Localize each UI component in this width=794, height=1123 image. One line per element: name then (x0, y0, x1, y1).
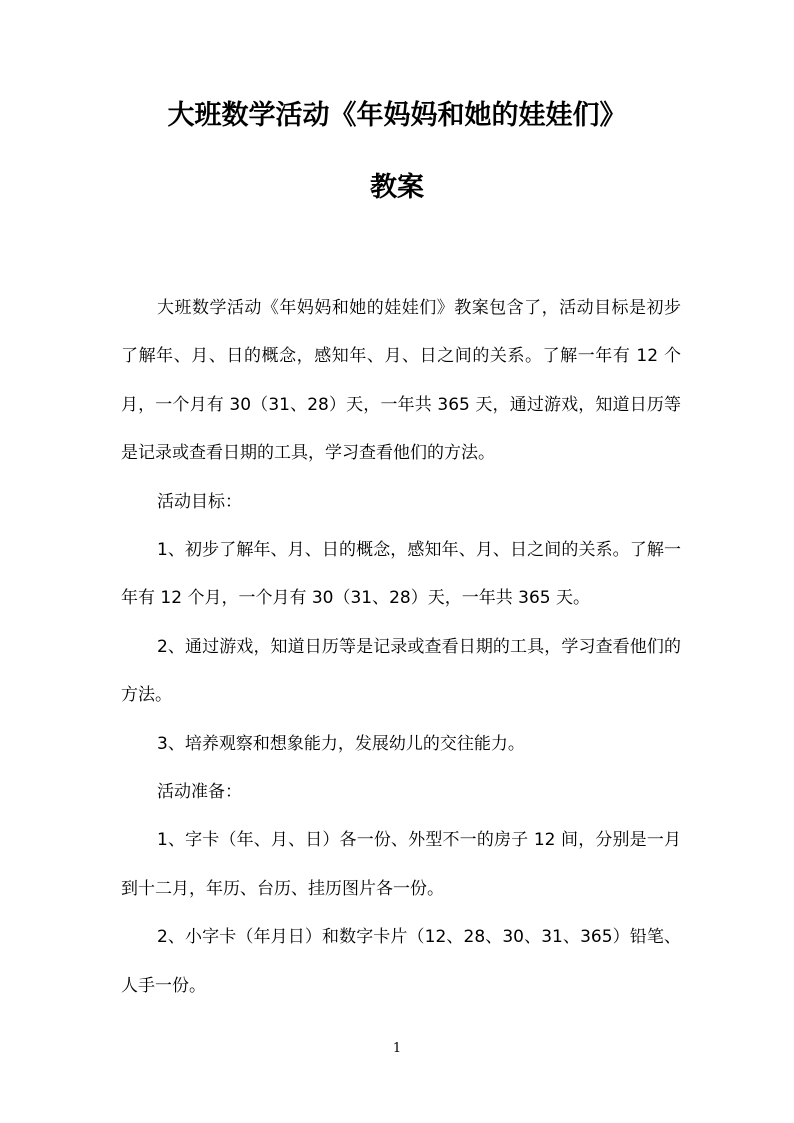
intro-paragraph: 大班数学活动《年妈妈和她的娃娃们》教案包含了，活动目标是初步了解年、月、日的概念，感知年、月、日之间的关系。了解一年有 12 个月，一个月有 30（31、28）天，一年共 365 天，通过游戏，知道日历等是记录或查看日期的工具，学习查看他们的方法。 (121, 298, 681, 464)
goal-item-3: 3、培养观察和想象能力，发展幼儿的交往能力。 (157, 733, 525, 754)
document-title-continued: 教案 (370, 172, 424, 203)
goal-item-1: 1、初步了解年、月、日的概念，感知年、月、日之间的关系。了解一年有 12 个月，一个月有 30（31、28）天，一年共 365 天。 (121, 540, 681, 609)
document-title: 大班数学活动《年妈妈和她的娃娃们》 (167, 100, 627, 131)
section-heading-goals: 活动目标： (157, 491, 242, 512)
preparation-item-2: 2、小字卡（年月日）和数字卡片（12、28、30、31、365）铅笔、人手一份。 (121, 927, 681, 996)
section-heading-preparation: 活动准备： (157, 782, 242, 803)
preparation-item-1: 1、字卡（年、月、日）各一份、外型不一的房子 12 间，分别是一月到十二月，年历、台历、挂历图片各一份。 (121, 830, 681, 899)
document-body (121, 284, 681, 1010)
goal-item-2: 2、通过游戏，知道日历等是记录或查看日期的工具，学习查看他们的方法。 (121, 636, 681, 706)
page-number: 1 (392, 1041, 402, 1056)
